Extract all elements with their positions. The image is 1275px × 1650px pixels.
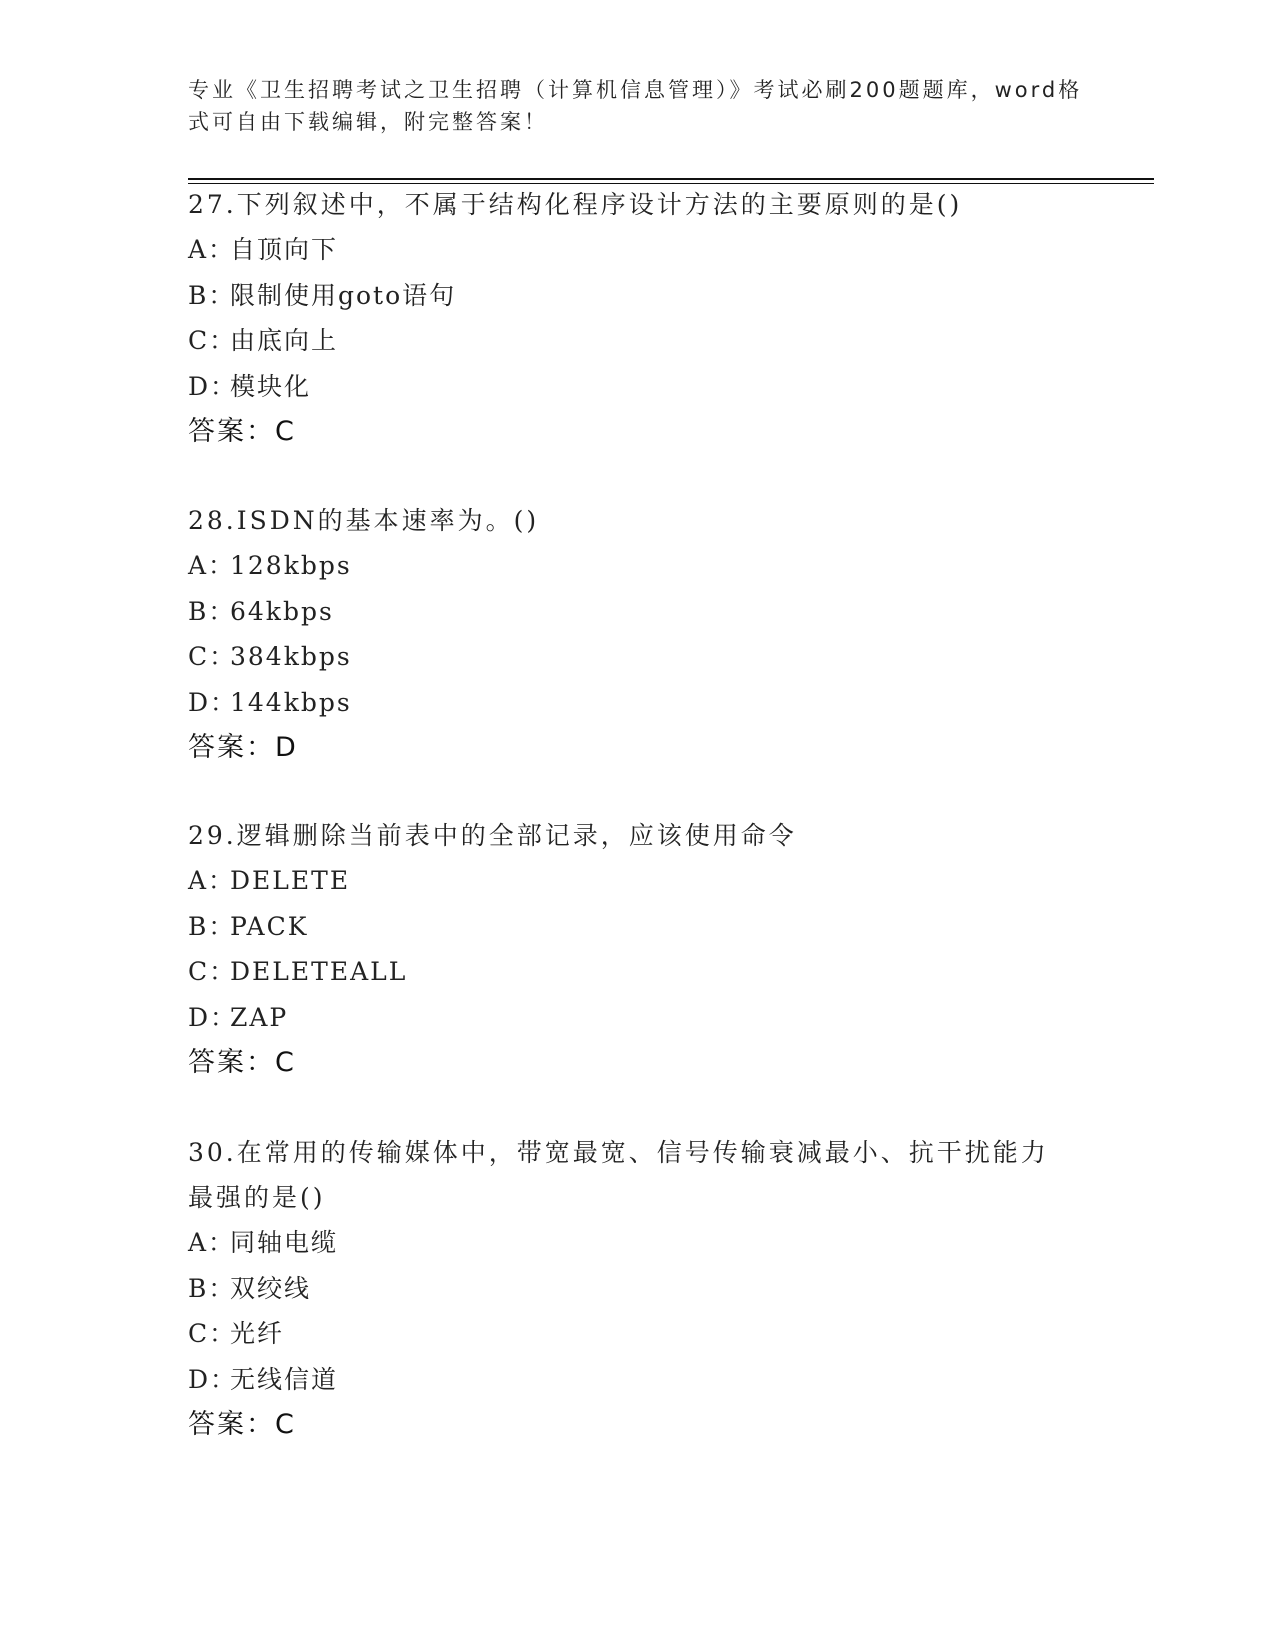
option-d [188,1357,1068,1403]
option-label: A： [188,866,236,895]
option-label: D： [188,687,238,717]
question-30 [188,1130,1068,1448]
option-text: DELETE [230,866,351,895]
option-label: B： [188,1273,236,1303]
option-c [188,949,1088,995]
option-c [188,318,1088,364]
option-text: 384kbps [230,642,352,671]
option-text: 光纤 [230,1319,285,1348]
document-intro: 专业《卫生招聘考试之卫生招聘（计算机信息管理）》考试必刷200题题库，word格式可自由下载编辑，附完整答案！ [188,78,1083,134]
option-text: 限制使用goto语句 [230,280,457,310]
option-b [188,1266,1068,1312]
option-label: D： [188,1002,238,1032]
option-label: C： [188,1319,237,1348]
option-c [188,634,1088,680]
option-text: 双绞线 [230,1273,312,1303]
header-divider-thick [188,178,1154,180]
option-label: C： [188,326,237,355]
option-label: B： [188,596,236,626]
option-text: PACK [230,911,309,941]
option-label: B： [188,911,236,941]
option-b [188,904,1088,950]
option-text: 同轴电缆 [230,1228,339,1257]
option-a [188,858,1088,904]
option-d [188,680,1088,726]
answer-line: 答案：D [188,732,298,763]
question-stem: 29.逻辑删除当前表中的全部记录，应该使用命令 [188,821,797,850]
question-27 [188,182,1088,455]
option-text: 模块化 [230,371,312,401]
option-c [188,1311,1068,1357]
option-text: 由底向上 [230,326,339,355]
question-29 [188,813,1088,1086]
option-a [188,1220,1068,1266]
option-label: D： [188,371,238,401]
option-text: 144kbps [230,687,352,717]
option-label: A： [188,1228,236,1257]
option-d [188,995,1088,1041]
option-text: 128kbps [230,551,352,580]
answer-line: 答案：C [188,1047,296,1078]
option-b [188,273,1088,319]
question-stem: 27.下列叙述中，不属于结构化程序设计方法的主要原则的是() [188,190,963,219]
option-label: B： [188,280,236,310]
option-d [188,364,1088,410]
option-a [188,543,1088,589]
question-stem: 28.ISDN的基本速率为。() [188,506,540,535]
answer-line: 答案：C [188,416,296,447]
answer-line: 答案：C [188,1409,296,1440]
option-text: 64kbps [230,596,334,626]
option-a [188,227,1088,273]
option-label: C： [188,957,237,986]
option-label: D： [188,1364,238,1394]
question-28 [188,498,1088,771]
option-label: A： [188,551,236,580]
option-b [188,589,1088,635]
option-label: A： [188,235,236,264]
option-text: ZAP [230,1002,289,1032]
option-text: DELETEALL [230,957,408,986]
option-text: 自顶向下 [230,235,339,264]
question-stem: 30.在常用的传输媒体中，带宽最宽、信号传输衰减最小、抗干扰能力最强的是() [188,1138,1049,1212]
option-label: C： [188,642,237,671]
option-text: 无线信道 [230,1364,339,1394]
